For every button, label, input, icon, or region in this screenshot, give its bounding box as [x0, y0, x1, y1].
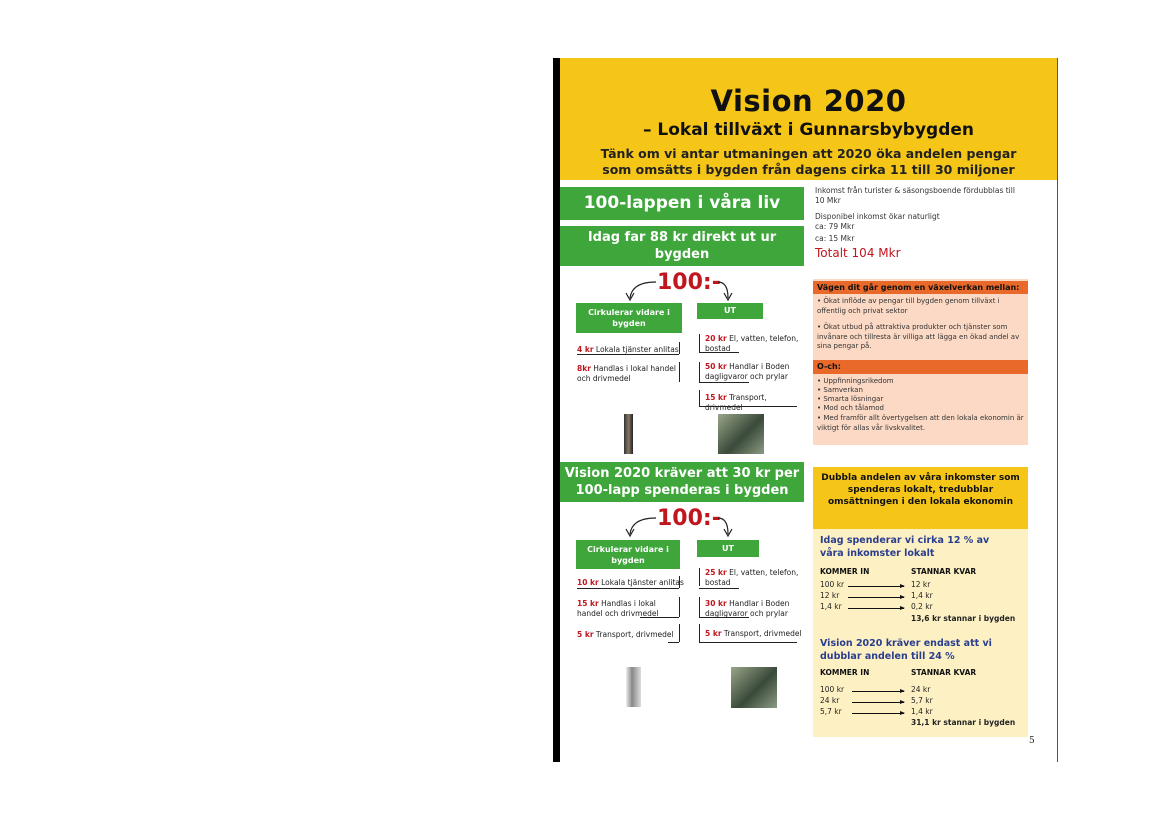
underline [699, 588, 739, 589]
och-bullet: • Mod och tålamod [817, 404, 884, 412]
connector [679, 342, 680, 354]
note-79: ca: 79 Mkr [815, 222, 855, 231]
page-spine [553, 58, 560, 762]
path-bullet: • Ökat utbud på attraktiva produkter och tjänster som invånare och tillresta är villiga att lägga en ökad andel av sina pengar på. [817, 323, 1020, 350]
row-in: 24 kr [820, 696, 840, 705]
vision-result: 31,1 kr stannar i bygden [911, 718, 1016, 727]
row-stay: 1,4 kr [911, 707, 933, 716]
row-in: 1,4 kr [820, 602, 842, 611]
note-income: Disponibel inkomst ökar naturligt [815, 212, 940, 221]
flow-item: 10 kr Lokala tjänster anlitas [577, 578, 684, 587]
circulates-box-today: Cirkulerar vidare i bygden [576, 303, 682, 333]
flow-item: 15 kr Transport, drivmedel [705, 393, 767, 412]
note-tourists: Inkomst från turister & säsongsboende fördubblas till 10 Mkr [815, 186, 1015, 205]
och-bullet: • Smarta lösningar [817, 395, 884, 403]
connector [679, 597, 680, 617]
connector [699, 624, 700, 642]
underline [577, 354, 679, 355]
vision-share-heading: Vision 2020 kräver endast att vi dubblar andelen till 24 % [820, 638, 992, 662]
flow-item: 5 kr Transport, drivmedel [577, 630, 674, 639]
connector [699, 334, 700, 352]
note-15: ca: 15 Mkr [815, 234, 855, 243]
connector [679, 576, 680, 588]
row-stay: 5,7 kr [911, 696, 933, 705]
flow-item: 8kr Handlas i lokal handel och drivmedel [577, 364, 676, 383]
page-subtitle: – Lokal tillväxt i Gunnarsbybygden [642, 120, 975, 140]
col-header-stay: STANNAR KVAR [911, 668, 977, 677]
underline [699, 352, 739, 353]
flow-item: 25 kr El, vatten, telefon, bostad [705, 568, 799, 587]
row-in: 5,7 kr [820, 707, 842, 716]
section-title-100-lappen: 100-lappen i våra liv [560, 187, 804, 220]
row-in: 100 kr [820, 580, 845, 589]
arrow-icon [848, 608, 904, 609]
underline [668, 642, 679, 643]
flow-item: 30 kr Handlar i Boden dagligvaror och prylar [705, 599, 790, 618]
page-edge [1057, 58, 1058, 762]
today-result: 13,6 kr stannar i bygden [911, 614, 1016, 623]
section-vision-title: Vision 2020 kräver att 30 kr per 100-lapp spenderas i bygden [560, 462, 804, 502]
arrow-icon [848, 586, 904, 587]
arrow-icon [852, 713, 904, 714]
col-header-in: KOMMER IN [820, 668, 870, 677]
col-header-stay: STANNAR KVAR [911, 567, 977, 576]
ut-box-vision: UT [697, 540, 759, 557]
underline [699, 617, 749, 618]
page-title: Vision 2020 [710, 84, 907, 118]
underline [699, 406, 797, 407]
arrow-icon [852, 702, 904, 703]
flow-item: 5 kr Transport, drivmedel [705, 629, 802, 638]
col-header-in: KOMMER IN [820, 567, 870, 576]
underline [577, 588, 679, 589]
flow-item: 4 kr Lokala tjänster anlitas [577, 345, 679, 354]
today-share-heading: Idag spenderar vi cirka 12 % av våra inkomster lokalt [820, 535, 990, 559]
banknote-slice-image [624, 414, 633, 454]
banknote-slice-image [626, 667, 641, 707]
row-stay: 12 kr [911, 580, 931, 589]
connector [679, 624, 680, 642]
och-bullet: • Med framför allt övertygelsen att den lokala ekonomin är viktigt för allas vår livskvalitet. [817, 414, 1024, 432]
underline [640, 617, 679, 618]
arrow-icon [848, 597, 904, 598]
split-arrows-today [620, 276, 740, 302]
title-banner [560, 58, 1057, 180]
och-bullet: • Samverkan [817, 386, 863, 394]
underline [699, 642, 797, 643]
row-stay: 0,2 kr [911, 602, 933, 611]
path-heading: Vägen dit går genom en växelverkan mellan: [813, 281, 1028, 294]
connector [699, 362, 700, 382]
row-stay: 24 kr [911, 685, 931, 694]
row-in: 100 kr [820, 685, 845, 694]
double-share-box: Dubbla andelen av våra inkomster som spenderas lokalt, tredubblar omsättningen i den lokala ekonomin [813, 467, 1028, 529]
connector [699, 390, 700, 406]
banknote-image [731, 667, 777, 708]
connector [699, 568, 700, 586]
row-in: 12 kr [820, 591, 840, 600]
row-stay: 1,4 kr [911, 591, 933, 600]
connector [679, 362, 680, 382]
path-bullet: • Ökat inflöde av pengar till bygden genom tillväxt i offentlig och privat sektor [817, 297, 1000, 315]
split-arrows-vision [620, 512, 740, 538]
connector [699, 597, 700, 617]
underline [699, 382, 749, 383]
och-bullet: • Uppfinningsrikedom [817, 377, 894, 385]
flow-item: 50 kr Handlar i Boden dagligvaror och prylar [705, 362, 790, 381]
ut-box-today: UT [697, 303, 763, 319]
arrow-icon [852, 691, 904, 692]
hundred-label-vision: 100:- [657, 506, 721, 531]
intro-text: Tänk om vi antar utmaningen att 2020 öka andelen pengar som omsätts i bygden från dagens cirka 11 till 30 miljoner [600, 146, 1017, 177]
circulates-box-vision: Cirkulerar vidare i bygden [576, 540, 680, 569]
total-amount: Totalt 104 Mkr [815, 246, 901, 260]
banknote-image [718, 414, 764, 454]
hundred-label-today: 100:- [657, 270, 721, 295]
page-number: 5 [1029, 736, 1035, 746]
och-heading: O-ch: [813, 360, 1028, 374]
flow-item: 20 kr El, vatten, telefon, bostad [705, 334, 799, 353]
flow-item: 15 kr Handlas i lokal handel och drivmedel [577, 599, 659, 618]
section-today-title: Idag far 88 kr direkt ut ur bygden [560, 226, 804, 266]
